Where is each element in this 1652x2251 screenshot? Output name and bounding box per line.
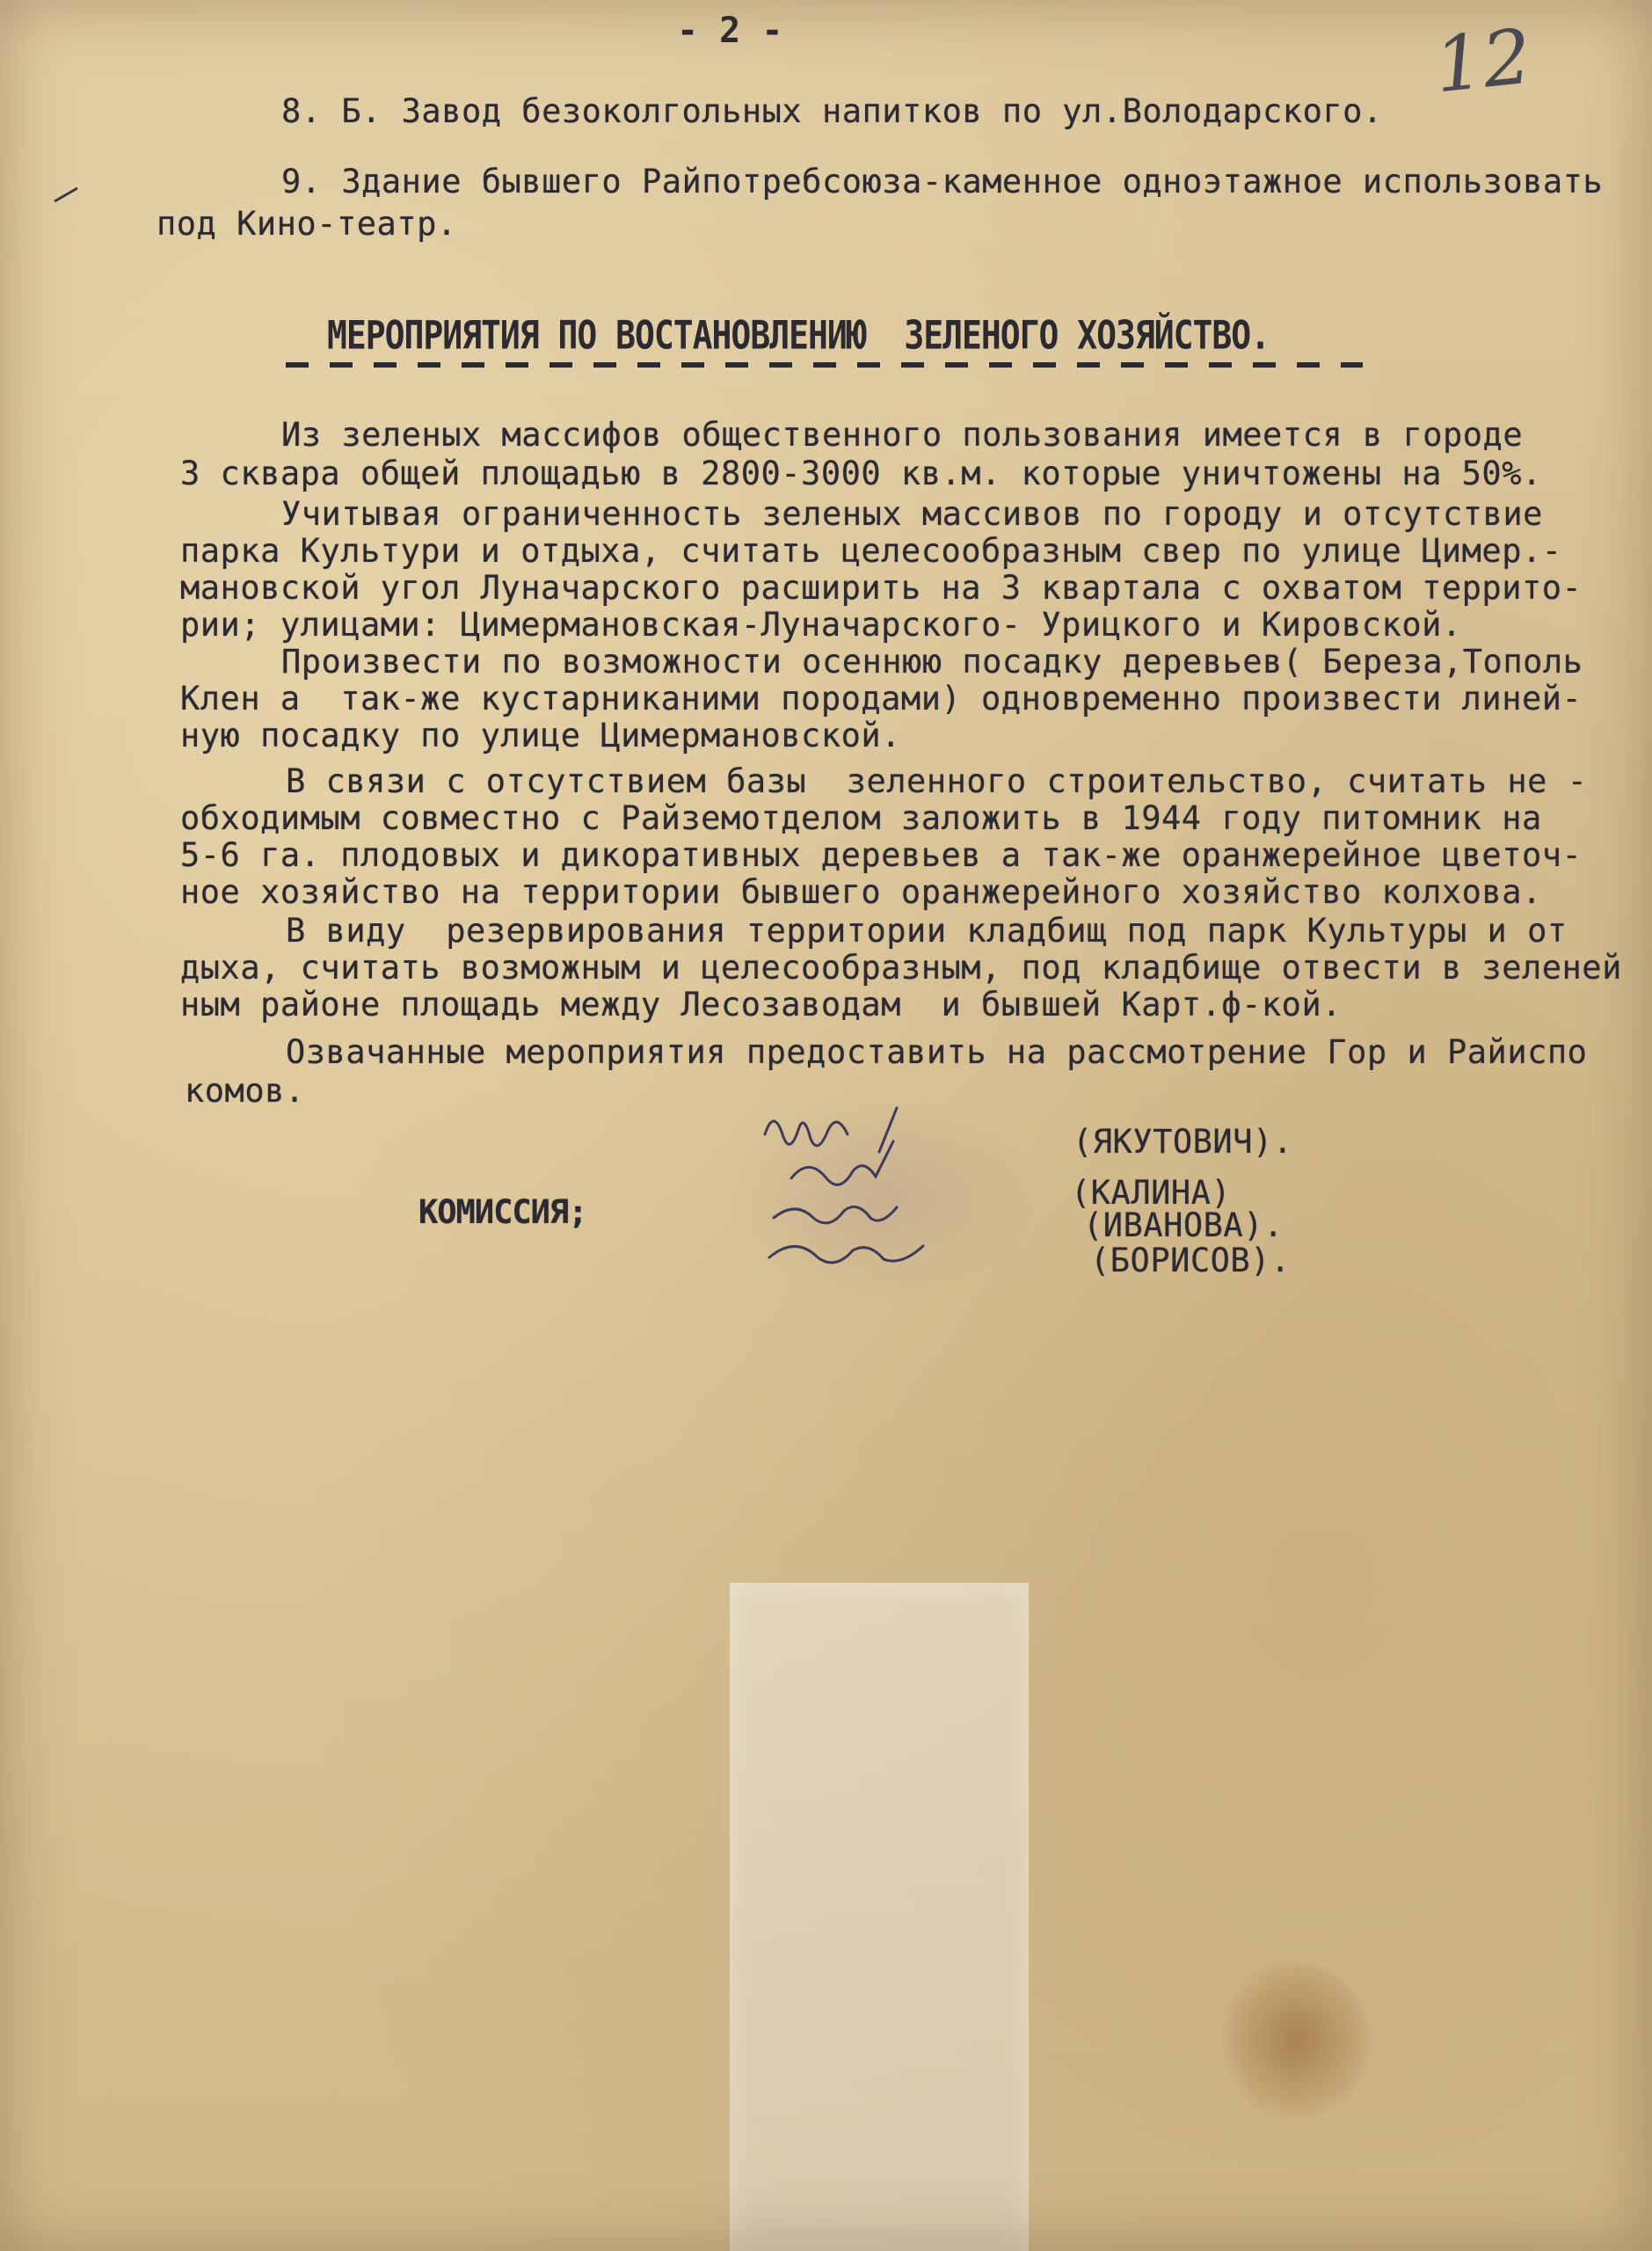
signatory-name: (БОРИСОВ). [1090,1242,1291,1279]
commission-label: КОМИССИЯ; [418,1193,587,1231]
paragraph-line: В связи с отсутствием базы зеленного строительство, считать не - [286,762,1588,800]
paragraph-line: Клен а так-же кустарниканими породами) одновременно произвести линей- [180,680,1583,718]
item-9-line-2: под Кино-театр. [156,205,457,243]
paragraph-line: дыха, считать возможным и целесообразным, под кладбище отвести в зеленей [180,949,1622,987]
margin-mark [54,187,77,203]
paragraph-line: парка Культури и отдыха, считать целесообразным свер по улице Цимер.- [180,532,1562,570]
adhesive-tape [730,1583,1029,2251]
paragraph-line: Озвачанные мероприятия предоставить на рассмотрение Гор и Райиспо [286,1033,1588,1071]
paragraph-line: рии; улицами: Цимермановская-Луначарского- Урицкого и Кировской. [180,606,1462,644]
signatory-name: (ЯКУТОВИЧ). [1073,1123,1293,1161]
paragraph-line: мановской угол Луначарского расширить на 3 квартала с охватом террито- [180,569,1583,607]
paragraph-line: обходимым совместно с Райземотделом заложить в 1944 году питомник на [180,799,1542,837]
section-heading: МЕРОПРИЯТИЯ ПО ВОСТАНОВЛЕНИЮ ЗЕЛЕНОГО ХОЗЯЙСТВО. [327,312,1270,358]
paragraph-line: 3 сквара общей площадью в 2800-3000 кв.м. которые уничтожены на 50%. [180,455,1542,492]
folio-number: 12 [1430,12,1536,111]
paragraph-line: Из зеленых массифов общественного пользования имеется в городе [281,416,1524,454]
paragraph-line: ную посадку по улице Цимермановской. [180,717,901,754]
heading-underline [286,362,1363,368]
item-9-line-1: 9. Здание бывшего Райпотребсоюза-каменное одноэтажное использовать [281,163,1604,200]
water-stain [1222,1961,1372,2119]
paragraph-line: Учитывая ограниченность зеленых массивов по городу и отсутствие [281,495,1543,533]
signatory-name: (КАЛИНА) [1071,1174,1232,1212]
paragraph-line: Произвести по возможности осеннюю посадку деревьев( Береза,Тополь [281,643,1583,681]
item-8: 8. Б. Завод безоколгольных напитков по ул.Володарского. [281,92,1383,130]
paragraph-line: комов. [185,1072,305,1110]
paragraph-line: 5-6 га. плодовых и дикоративных деревьев а так-же оранжерейное цветоч- [180,836,1583,874]
signatory-name: (ИВАНОВА). [1083,1206,1284,1244]
paragraph-line: ное хозяйство на территории бывшего оранжерейного хозяйство колхова. [180,873,1542,911]
paragraph-line: ным районе площадь между Лесозаводам и бывшей Карт.ф-кой. [180,986,1343,1024]
handwritten-signatures [739,1099,1037,1301]
paragraph-line: В виду резервирования территории кладбищ под парк Культуры и от [286,912,1568,950]
page-number: - 2 - [677,11,783,51]
